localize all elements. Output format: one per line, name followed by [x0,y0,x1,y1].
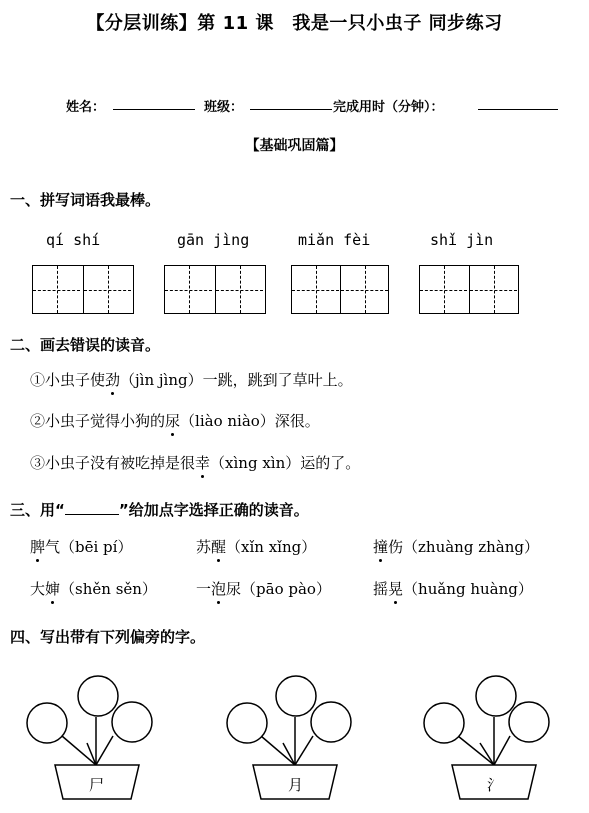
underline-sample [65,500,119,515]
word-pinyin-item[interactable] [30,578,157,599]
sentence-options[interactable]: （xìng xìn）运的了。 [210,454,361,472]
word-pinyin-item[interactable] [373,536,539,557]
section-subtitle: 【基础巩固篇】 [245,138,344,154]
pinyin-4: shǐ jìn [430,231,494,249]
word-text: 苏 [196,538,212,556]
time-blank[interactable] [478,109,558,110]
word-options[interactable]: （shěn sěn） [60,580,157,598]
dotted-char: 醒 [211,538,227,556]
class-label: 班级： [204,100,244,115]
word-pinyin-item[interactable] [196,578,331,599]
name-label: 姓名： [66,100,106,115]
dotted-char: 婶 [45,580,61,598]
name-blank[interactable] [113,109,195,110]
dotted-char: 尿 [165,412,181,430]
word-text: 大 [30,580,46,598]
section1-heading: 一、拼写词语我最棒。 [10,191,161,209]
dotted-char: 劲 [105,371,121,389]
petal-circle[interactable] [509,702,549,742]
tian-cell[interactable] [420,266,467,313]
word-options[interactable]: （xǐn xǐng） [226,538,317,556]
word-options[interactable]: （huǎng huàng） [403,580,533,598]
sentence-text: ②小虫子觉得小狗的 [30,412,166,430]
sentence-text: ①小虫子使 [30,371,106,389]
dotted-char: 泡 [211,580,227,598]
dotted-char: 撞 [373,538,389,556]
tian-cell[interactable] [340,266,388,313]
petal-circle[interactable] [78,676,118,716]
heading-text: ”给加点字选择正确的读音。 [118,501,309,519]
word-pinyin-item[interactable] [373,578,533,599]
dotted-char: 幸 [195,454,211,472]
petal-circle[interactable] [311,702,351,742]
class-blank[interactable] [250,109,332,110]
section2-heading: 二、画去错误的读音。 [10,336,161,354]
page-title: 【分层训练】第 11 课 我是一只小虫子 同步练习 [86,13,503,34]
petal-circle[interactable] [27,703,67,743]
word-text: 一 [196,580,212,598]
sentence-options[interactable]: （liào niào）深很。 [180,412,320,430]
heading-text: 三、用“ [10,501,65,519]
writing-grid-2[interactable] [164,265,266,314]
writing-grid-3[interactable] [291,265,389,314]
word-options[interactable]: 伤（zhuàng zhàng） [388,538,539,556]
sentence-text: ③小虫子没有被吃掉是很 [30,454,196,472]
pinyin-2: gān jìng [177,231,250,249]
dotted-char: 脾 [30,538,46,556]
section3-heading [10,499,309,520]
petal-circle[interactable] [227,703,267,743]
word-text: 摇 [373,580,389,598]
radical-label-3: 氵 [487,776,503,794]
writing-grid-4[interactable] [419,265,519,314]
sentence-3 [30,452,360,473]
tian-cell[interactable] [33,266,80,313]
word-options[interactable]: 气（bēi pí） [45,538,133,556]
petal-circle[interactable] [424,703,464,743]
sentence-1 [30,369,353,390]
tian-cell[interactable] [83,266,131,313]
radical-label-2: 月 [288,776,304,794]
petal-circle[interactable] [276,676,316,716]
section4-heading: 四、写出带有下列偏旁的字。 [10,628,206,646]
petal-circle[interactable] [112,702,152,742]
tian-cell[interactable] [292,266,339,313]
pinyin-1: qí shí [46,231,101,249]
dotted-char: 晃 [388,580,404,598]
sentence-2 [30,410,320,431]
writing-grid-1[interactable] [32,265,134,314]
word-pinyin-item[interactable] [196,536,316,557]
tian-cell[interactable] [469,266,517,313]
word-pinyin-item[interactable] [30,536,132,557]
tian-cell[interactable] [165,266,212,313]
word-options[interactable]: 尿（pāo pào） [226,580,331,598]
tian-cell[interactable] [215,266,263,313]
sentence-options[interactable]: （jìn jìng）一跳，跳到了草叶上。 [120,371,353,389]
time-label: 完成用时（分钟）： [333,100,444,115]
petal-circle[interactable] [476,676,516,716]
pinyin-3: miǎn fèi [298,231,371,249]
radical-label-1: 尸 [89,776,105,794]
